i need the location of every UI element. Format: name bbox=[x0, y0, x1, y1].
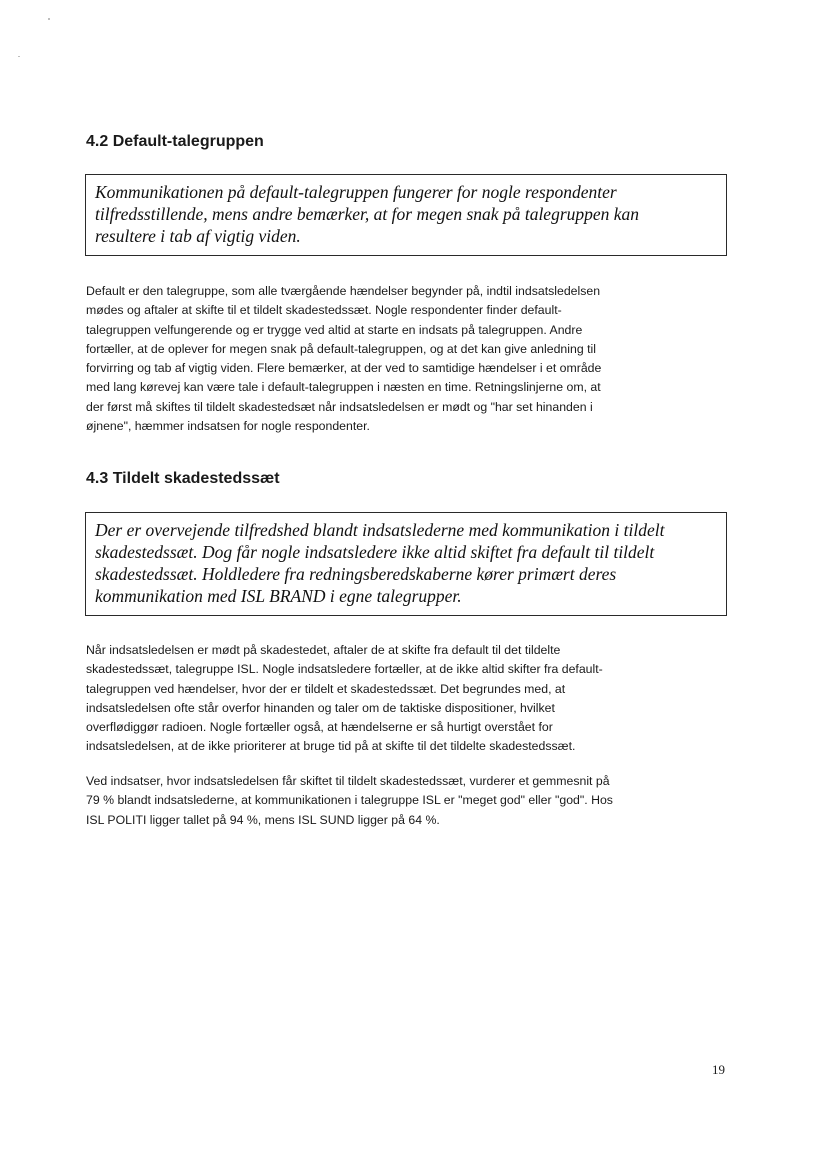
paragraph-line: med lang kørevej kan være tale i default-talegruppen i næsten en time. Retningslinjerne om, at bbox=[86, 380, 601, 395]
paragraph-line: fortæller, at de oplever for megen snak på default-talegruppen, og at det kan give anledning til bbox=[86, 341, 596, 356]
scan-speck bbox=[18, 56, 20, 57]
summary-line: Kommunikationen på default-talegruppen fungerer for nogle respondenter bbox=[95, 182, 617, 202]
summary-line: skadestedssæt. Holdledere fra redningsberedskaberne kører primært deres bbox=[95, 564, 617, 584]
summary-line: kommunikation med ISL BRAND i egne talegrupper. bbox=[95, 586, 462, 606]
page-number: 19 bbox=[712, 1062, 725, 1077]
summary-line: skadestedssæt. Dog får nogle indsatsledere ikke altid skiftet fra default til tildelt bbox=[95, 542, 655, 562]
summary-line: tilfredsstillende, mens andre bemærker, at for megen snak på talegruppen kan bbox=[95, 204, 640, 224]
body-paragraph-4-2 bbox=[86, 282, 736, 436]
paragraph-line: indsatsledelsen, at de ikke prioriterer at bruge tid på at skifte til det tildelte skadestedssæt. bbox=[86, 739, 576, 754]
paragraph-line: mødes og aftaler at skifte til et tildelt skadestedssæt. Nogle respondenter finder default- bbox=[86, 303, 562, 318]
paragraph-line: forvirring og tab af vigtig viden. Flere bemærker, at der ved to samtidige hændelser i et område bbox=[86, 361, 602, 376]
paragraph-line: Når indsatsledelsen er mødt på skadestedet, aftaler de at skifte fra default til det tildelte bbox=[86, 643, 561, 657]
paragraph-line: ISL POLITI ligger tallet på 94 %, mens ISL SUND ligger på 64 %. bbox=[86, 812, 440, 827]
body-paragraph-4-3-b bbox=[86, 772, 736, 830]
scan-speck bbox=[48, 18, 50, 20]
paragraph-line: Default er den talegruppe, som alle tværgående hændelser begynder på, indtil indsatsledelsen bbox=[86, 284, 601, 298]
summary-box-4-2 bbox=[85, 174, 727, 256]
summary-box-4-3 bbox=[85, 512, 727, 616]
paragraph-line: Ved indsatser, hvor indsatsledelsen får skiftet til tildelt skadestedssæt, vurderer et gemmesnit på bbox=[86, 774, 610, 788]
paragraph-line: talegruppen ved hændelser, hvor der er tildelt et skadestedssæt. Det begrundes med, at bbox=[86, 681, 566, 696]
paragraph-line: overflødiggør radioen. Nogle fortæller også, at hændelserne er så hurtigt overstået for bbox=[86, 720, 553, 735]
section-heading-4-2: 4.2 Default-talegruppen bbox=[86, 133, 264, 150]
paragraph-line: skadestedssæt, talegruppe ISL. Nogle indsatsledere fortæller, at de ikke altid skifter fra default- bbox=[86, 662, 603, 677]
summary-line: Der er overvejende tilfredshed blandt indsatslederne med kommunikation i tildelt bbox=[95, 520, 665, 540]
paragraph-line: øjnene", hæmmer indsatsen for nogle respondenter. bbox=[86, 419, 370, 434]
summary-line: resultere i tab af vigtig viden. bbox=[95, 226, 301, 246]
paragraph-line: der først må skiftes til tildelt skadestedsæt når indsatsledelsen er mødt og "har set hinanden i bbox=[86, 399, 593, 414]
paragraph-line: talegruppen velfungerende og er trygge ved altid at starte en indsats på talegruppen. Andre bbox=[86, 322, 583, 337]
section-heading-4-3: 4.3 Tildelt skadestedssæt bbox=[86, 470, 280, 487]
paragraph-line: indsatsledelsen ofte står overfor hinanden og taler om de taktiske dispositioner, hvilket bbox=[86, 700, 555, 715]
paragraph-line: 79 % blandt indsatslederne, at kommunikationen i talegruppe ISL er "meget god" eller "god". Hos bbox=[86, 793, 613, 808]
body-paragraph-4-3-a bbox=[86, 641, 736, 757]
